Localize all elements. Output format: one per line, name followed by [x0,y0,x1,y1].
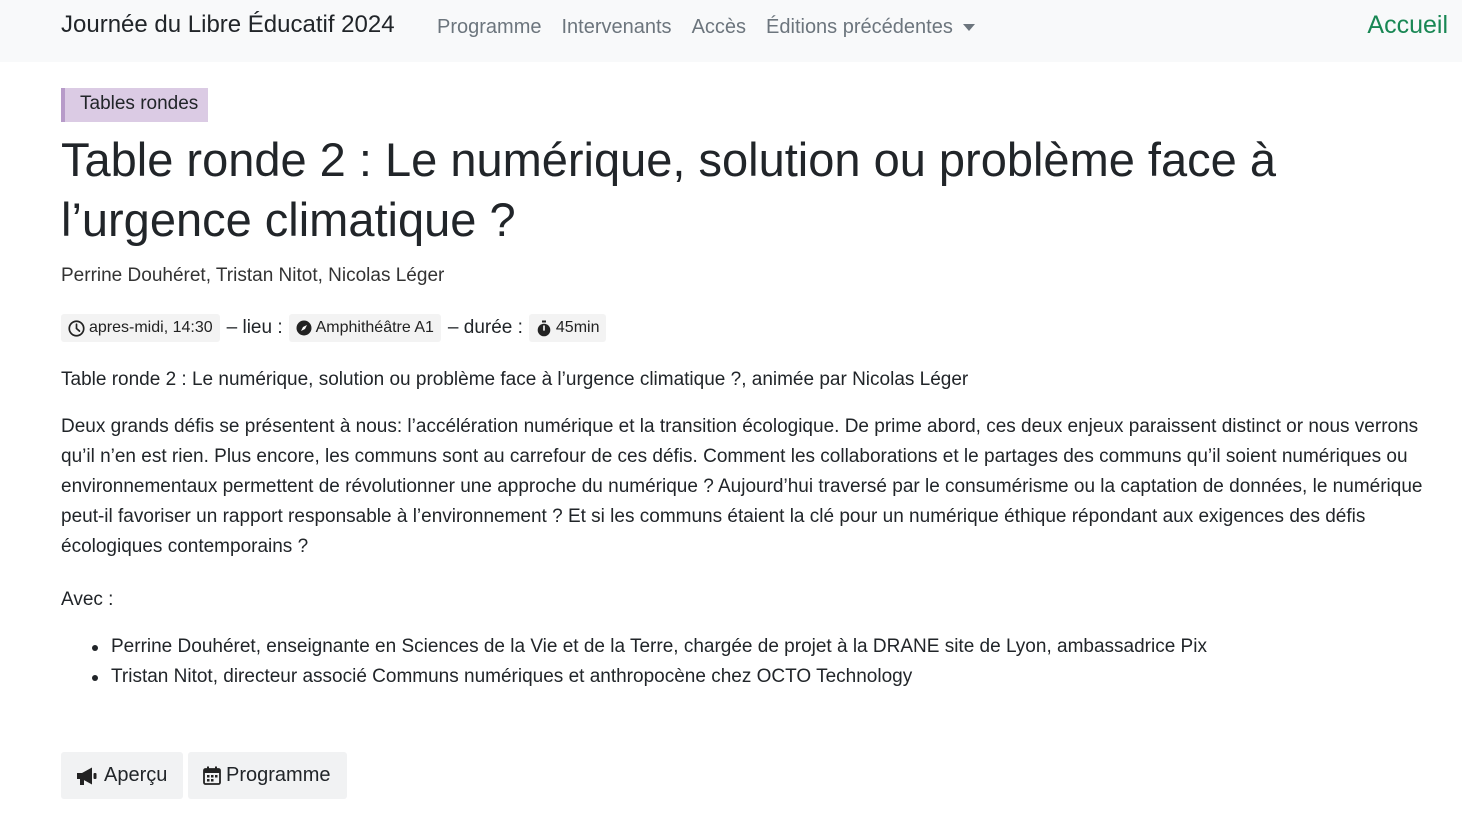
apercu-label: Aperçu [104,764,168,786]
clock-icon [68,320,85,337]
time-chip [61,314,220,342]
place-chip [289,314,441,342]
nav-link-intervenants[interactable]: Intervenants [561,16,672,38]
megaphone-icon [76,766,99,786]
duration-chip [529,314,607,342]
apercu-button[interactable] [61,752,183,799]
top-navbar [0,0,1462,62]
compass-icon [296,320,312,336]
place-value: Amphithéâtre A1 [315,319,434,336]
caret-down-icon [963,24,975,31]
nav-link-programme[interactable]: Programme [437,16,542,38]
duration-value: 45min [555,319,600,336]
calendar-icon [203,766,221,785]
duration-label: – durée : [447,317,523,338]
page-title: Table ronde 2 : Le numérique, solution ou problème face à l’urgence climatique ? [61,133,1276,246]
nav-link-acces[interactable]: Accès [691,16,747,38]
nav-dropdown-label: Éditions précédentes [766,16,953,38]
list-item: Perrine Douhéret, enseignante en Sciences de la Vie et de la Terre, chargée de projet à la DRANE site de Lyon, ambassadrice Pix [111,632,1431,662]
site-brand[interactable]: Journée du Libre Éducatif 2024 [61,11,395,38]
category-badge[interactable]: Tables rondes [61,88,208,122]
session-meta [61,314,606,342]
home-link[interactable]: Accueil [1367,11,1448,39]
speakers-list: Perrine Douhéret, Tristan Nitot, Nicolas Léger [61,265,445,286]
guests-list [111,632,1431,692]
time-value: apres-midi, 14:30 [89,319,213,336]
list-item: Tristan Nitot, directeur associé Communs numériques et anthropocène chez OCTO Technology [111,662,1431,692]
nav-dropdown-editions[interactable] [766,16,975,39]
programme-label: Programme [226,764,331,786]
place-label: – lieu : [226,317,283,338]
stopwatch-icon [536,320,552,337]
nav-links [437,16,995,39]
programme-button[interactable] [188,752,347,799]
session-intro: Table ronde 2 : Le numérique, solution ou problème face à l’urgence climatique ?, animée par Nicolas Léger [61,369,969,390]
guests-heading: Avec : [61,589,114,610]
session-description: Deux grands défis se présentent à nous: l’accélération numérique et la transition écologique. De prime abord, ces deux enjeux paraissent distinct or nous verrons qu’il n’en est rien. Plus encore, les communs sont au carrefour de ces défis. Comment les collaborations et le partages des communs qu’il soient numériques ou environnementaux permettent de révolutionner une approche du numérique ? Aujourd’hui traversé par le consumérisme ou la captation de données, le numérique peut-il favoriser un rapport responsable à l’environnement ? Et si les communs étaient la clé pour un numérique éthique répondant aux exigences des défis écologiques contemporains ? [61,416,1423,557]
